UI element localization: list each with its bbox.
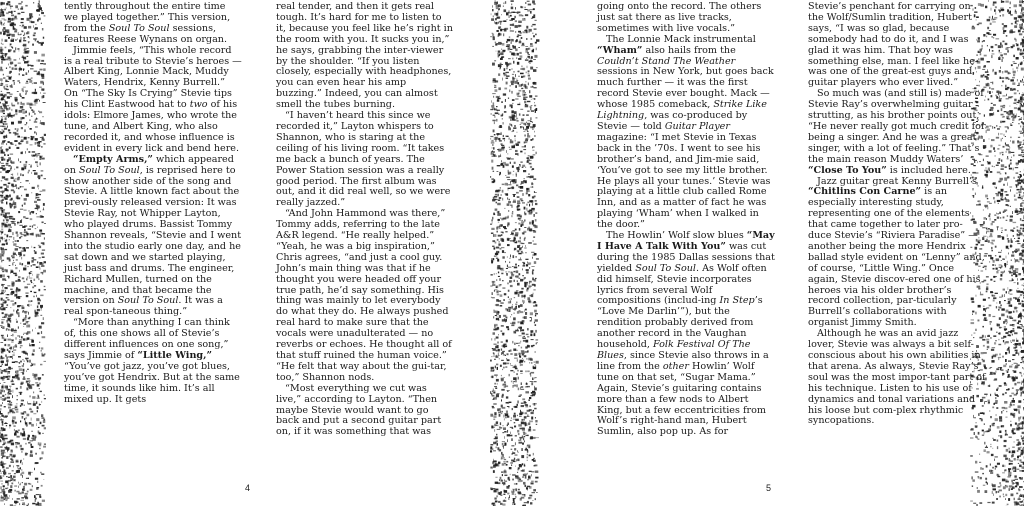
italic-title: Soul To Soul	[79, 164, 140, 176]
paragraph	[808, 89, 986, 176]
italic-title: Guitar Player	[664, 120, 730, 132]
text-run: Stevie’s penchant for carrying on the Wolf/Sumlin tradition, Hubert says, “I was so glad, because somebody had to do it, and I was glad it was him. That boy was something else, man. I feel like he was one of the great-est guys and guitar players who ever lived.”	[808, 1, 975, 89]
paragraph	[276, 209, 454, 384]
paragraph	[597, 2, 775, 35]
text-run: “I haven’t heard this since we recorded it,” Layton whispers to Shannon, who is staring at the ceiling of his living room. “It takes me back a bunch of years. The Power Station session was a really good period. The first album was out, and it did real well, so we were really jazzed.”	[276, 110, 451, 209]
text-run: ’s “Love Me Darlin’”), but the rendition probably derived from another record in the Vaughan household,	[597, 295, 763, 351]
paragraph	[808, 329, 986, 427]
italic-title: Soul To Soul	[635, 262, 696, 274]
text-run: Jimmie feels, “This whole record is a real tribute to Stevie’s heroes — Albert King, Lonnie Mack, Muddy Waters, Hendrix, Kenny Burrell.” On “The Sky Is Crying” Stevie tips his Clint Eastwood hat to	[64, 44, 242, 111]
italic-title: other	[662, 360, 689, 372]
text-run: which appeared on	[64, 153, 234, 176]
text-run: Howlin’ Wolf tune on that set, “Sugar Mama.” Again, Stevie’s guitaring contains more than a few nods to Albert King, but a few eccentricities from Wolf’s right-hand man, Hubert Sumlin, also pop up. As for	[597, 360, 766, 438]
text-run: “More than anything I can think of, this one shows all of Stevie’s different influences on one song,” says Jimmie of	[64, 317, 230, 361]
text-run: sessions in New York, but goes back much further — it was the first record Stevie ever bought. Mack — whose 1985 comeback,	[597, 66, 774, 111]
page-number-left: 4	[245, 483, 251, 493]
grain-texture-center	[482, 0, 542, 506]
text-run: So much was (and still is) made of Stevie Ray’s overwhelming guitar strutting, as his brother points out, “He never really got much credit for being a singer. And he was a great singer, with a lot of feeling.” That’s the main reason Muddy Waters’	[808, 88, 986, 165]
text-run: is included here.	[886, 164, 971, 176]
italic-title: Soul To Soul	[108, 22, 170, 34]
text-run: , is reprised here to show another side of the song and Stevie. A little known fact about the previ-ously released version: It was Stevie Ray, not Whipper Layton, who played drums. Bassist Tommy Shannon reveals, “Stevie and I went into the studio early one day, and he sat down and we started playing, just bass and drums. The engineer, Richard Mullen, turned on the machine, and that became the version on	[64, 164, 242, 307]
text-run: The Howlin’ Wolf slow blues	[606, 230, 747, 242]
text-run: . As Wolf often did himself, Stevie incorporates lyrics from several Wolf compositions (includ-ing	[597, 262, 767, 307]
text-column-3	[597, 2, 775, 438]
text-run: , was co-produced by Stevie — told	[597, 110, 748, 132]
italic-title: In Step	[719, 295, 755, 307]
text-run: The Lonnie Mack instrumental	[606, 33, 756, 45]
grain-texture-left	[0, 0, 46, 506]
spine-texture-center	[482, 0, 542, 506]
paragraph	[64, 2, 242, 46]
paragraph	[808, 177, 986, 330]
text-run: going onto the record. The others just sat there as live tracks, sometimes with live vocals.”	[597, 1, 762, 34]
song-title: “May I Have A Talk With You”	[597, 230, 775, 252]
text-column-2	[276, 2, 454, 438]
text-run: “You’ve got jazz, you’ve got blues, you’ve got Hendrix. But at the same time, it sounds like him. It’s all mixed up. It gets	[64, 360, 240, 405]
page-number-right: 5	[766, 483, 772, 493]
text-run: tently throughout the entire time we played together.” This version, from the	[64, 1, 231, 34]
paragraph	[597, 35, 775, 231]
italic-title: Couldn’t Stand The Weather	[597, 55, 736, 67]
text-run: “Most everything we cut was live,” according to Layton. “Then maybe Stevie would want to go back and put a second guitar part on, if it was something that was	[276, 382, 442, 438]
paragraph	[276, 111, 454, 209]
text-run: of his idols: Elmore James, who wrote the tune, and Albert King, who also recorded it, and whose influence is evident in every lick and bend here.	[64, 99, 240, 154]
text-run: sessions, features Reese Wynans on organ.	[64, 22, 228, 45]
italic-title: Soul To Soul	[117, 295, 179, 307]
text-run: “And John Hammond was there,” Tommy adds, referring to the late A&R legend. “He really helped.” “Yeah, he was a big inspiration,” Chris agrees, “and just a cool guy. John’s main thing was that if he thought you were headed off your true path, he’d say something. His thing was mainly to let everybody do what they do. He always pushed real hard to make sure that the vocals were unadulterated — no reverbs or echoes. He thought all of that stuff ruined the human voice.” “He felt that way about the gui-tar, too,” Shannon nods.	[276, 208, 452, 383]
text-run: also hails from the	[642, 44, 736, 56]
song-title: “Empty Arms,”	[73, 153, 153, 165]
text-column-1	[64, 2, 242, 406]
paragraph	[276, 384, 454, 439]
song-title: “Wham”	[597, 44, 643, 56]
text-run: Although he was an avid jazz lover, Stevie was always a bit self-conscious about his own abilities in that arena. As always, Stevie Ray’s soul was the most impor-tant part of his technique. Listen to his use of dynamics and tonal variations and his loose but com-plex rhythmic syncopations.	[808, 328, 986, 427]
text-run: . It was a real spon-taneous thing.”	[64, 295, 223, 318]
paragraph	[64, 318, 242, 405]
song-title: “Chitlins Con Carne”	[808, 186, 922, 198]
song-title: “Little Wing,”	[137, 350, 212, 361]
paragraph	[64, 46, 242, 155]
paragraph	[276, 2, 454, 111]
text-run: real tender, and then it gets real tough. It’s hard for me to listen to it, because you feel like he’s right in the room with you. It sucks you in,” he says, grabbing the inter-viewer by the shoulder. “If you listen closely, especially with headphones, you can even hear his amp buzzing.” Indeed, you can almost smell the tubes burning.	[276, 1, 453, 111]
song-title: “Close To You”	[808, 164, 887, 176]
text-column-4	[808, 2, 986, 427]
text-run: was cut during the 1985 Dallas sessions that yielded	[597, 240, 775, 274]
paragraph	[64, 155, 242, 319]
italic-title: Strike Like Lightning	[597, 99, 767, 122]
italic-title: Folk Festival Of The Blues	[597, 339, 751, 361]
italic-title: two	[189, 99, 208, 111]
text-run: is an especially interesting study, representing one of the elements that came together to later pro-duce Stevie’s “Riviera Paradise” — another being the more Hendrix ballad style evident on “Lenny” and, of course, “Little Wing.” Once again, Stevie discov-ered one of his heroes via his older brother’s record collection, par-ticularly Burrell’s collaborations with organist Jimmy Smith.	[808, 186, 985, 329]
paragraph	[597, 231, 775, 438]
text-run: magazine: “I met Stevie in Texas back in the ’70s. I went to see his brother’s band, and Jim-mie said, ‘You’ve got to see my little brother. He plays all your tunes.’ Stevie was playing at a little club called Rome Inn, and as a matter of fact he was playing ‘Wham’ when I walked in the door.”	[597, 131, 771, 231]
text-run: , since Stevie also throws in a line from the	[597, 350, 769, 372]
paragraph	[808, 2, 986, 89]
torn-edge-texture-left	[0, 0, 46, 506]
text-run: Jazz guitar great Kenny Burrell’s	[817, 175, 977, 187]
